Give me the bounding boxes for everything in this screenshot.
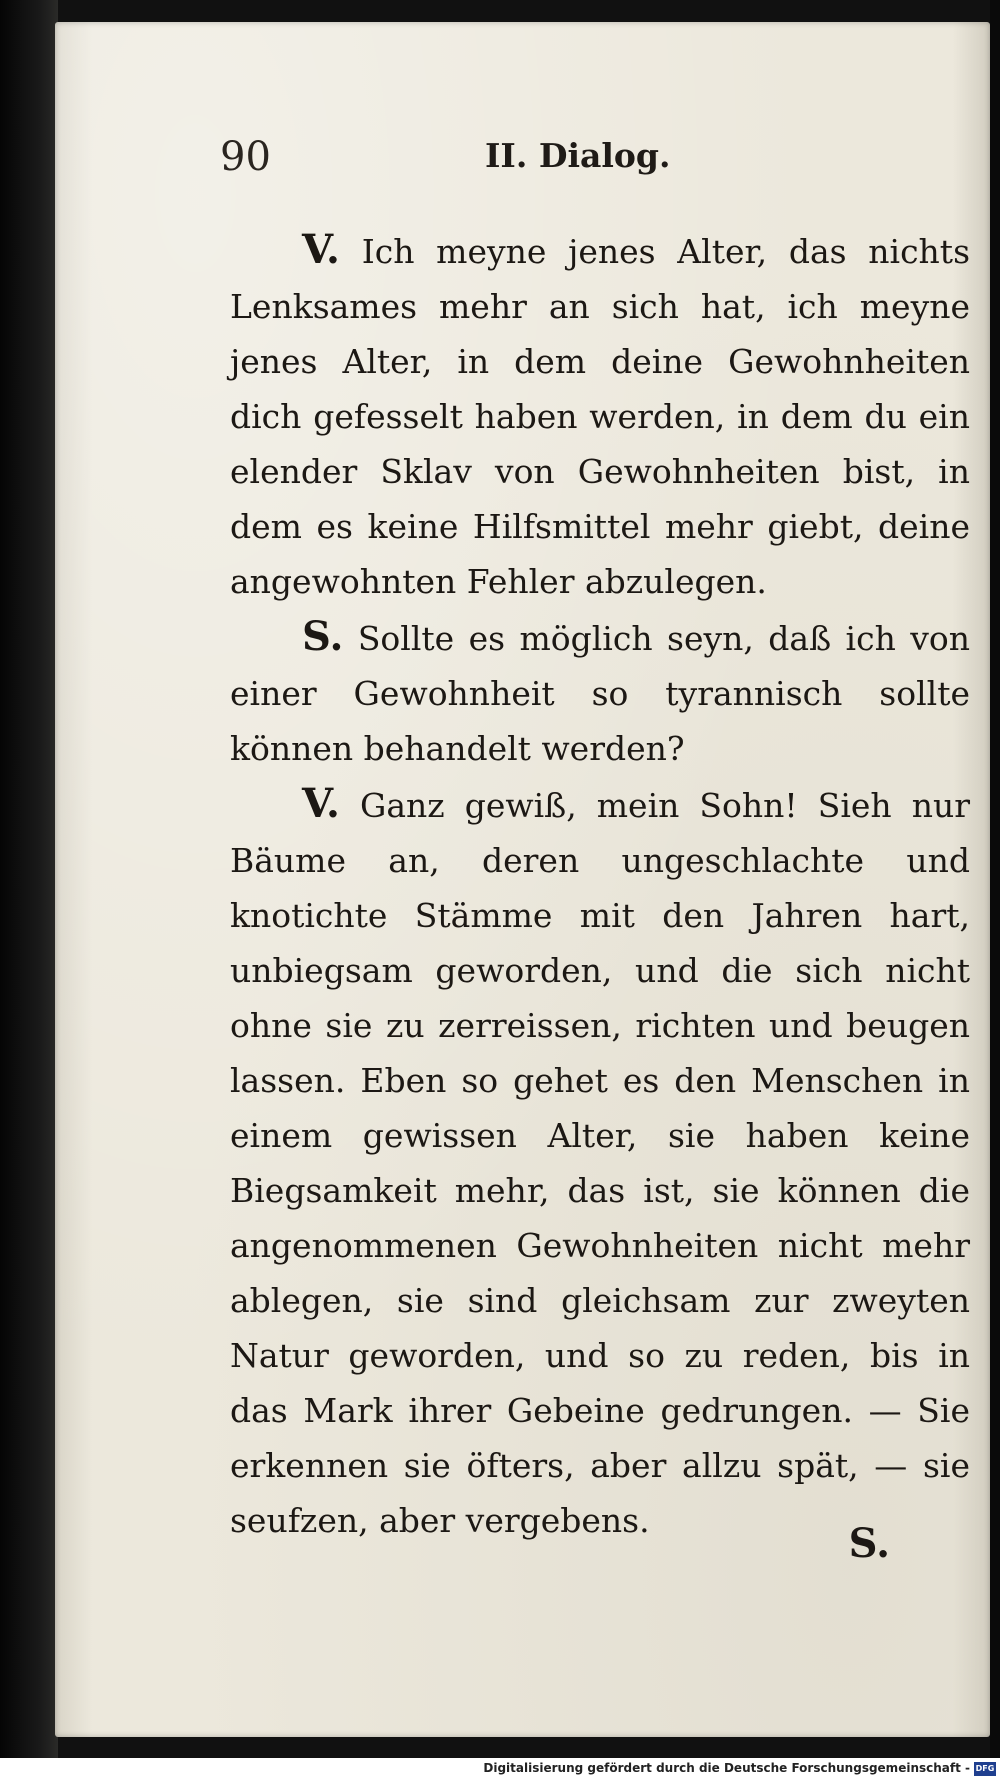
running-title: II. Dialog.	[485, 136, 671, 175]
paragraph	[230, 776, 970, 1548]
page-number: 90	[220, 134, 271, 180]
funding-credit: Digitalisierung gefördert durch die Deutsche Forschungsgemeinschaft -	[483, 1761, 970, 1775]
paragraph	[230, 222, 970, 609]
digitization-footer	[0, 1758, 1000, 1781]
scan-left-edge	[0, 0, 58, 1758]
speaker-label: S.	[302, 613, 344, 660]
paragraph-text: Ganz gewiß, mein Sohn! Sieh nur Bäume an, deren ungeschlachte und knotichte Stämme mit den Jahren hart, unbiegsam geworden, und die sich nicht ohne sie zu zerreissen, richten und beugen lassen. Eben so gehet es den Menschen in einem gewissen Alter, sie haben keine Biegsamkeit mehr, das ist, sie können die angenommenen Gewohnheiten nicht mehr ablegen, sie sind gleichsam zur zweyten Natur geworden, und so zu reden, bis in das Mark ihrer Gebeine gedrungen. — Sie erkennen sie öfters, aber allzu spät, — sie seufzen, aber vergebens.	[230, 786, 970, 1540]
catchword: S.	[848, 1520, 890, 1567]
speaker-label: V.	[302, 780, 340, 827]
body-text	[230, 222, 970, 1548]
speaker-label: V.	[302, 226, 340, 273]
book-page	[55, 22, 990, 1737]
page-header	[55, 134, 990, 184]
dfg-logo: DFG	[974, 1762, 996, 1776]
paragraph-text: Ich meyne jenes Alter, das nichts Lenksames mehr an sich hat, ich meyne jenes Alter, in dem deine Gewohnheiten dich gefesselt haben werden, in dem du ein elender Sklav von Gewohnheiten bist, in dem es keine Hilfsmittel mehr giebt, deine angewohnten Fehler abzulegen.	[230, 232, 971, 601]
paragraph	[230, 609, 970, 776]
scan-right-edge	[990, 0, 1000, 1758]
paragraph-text: Sollte es möglich seyn, daß ich von einer Gewohnheit so tyrannisch sollte können behandelt werden?	[230, 619, 970, 768]
